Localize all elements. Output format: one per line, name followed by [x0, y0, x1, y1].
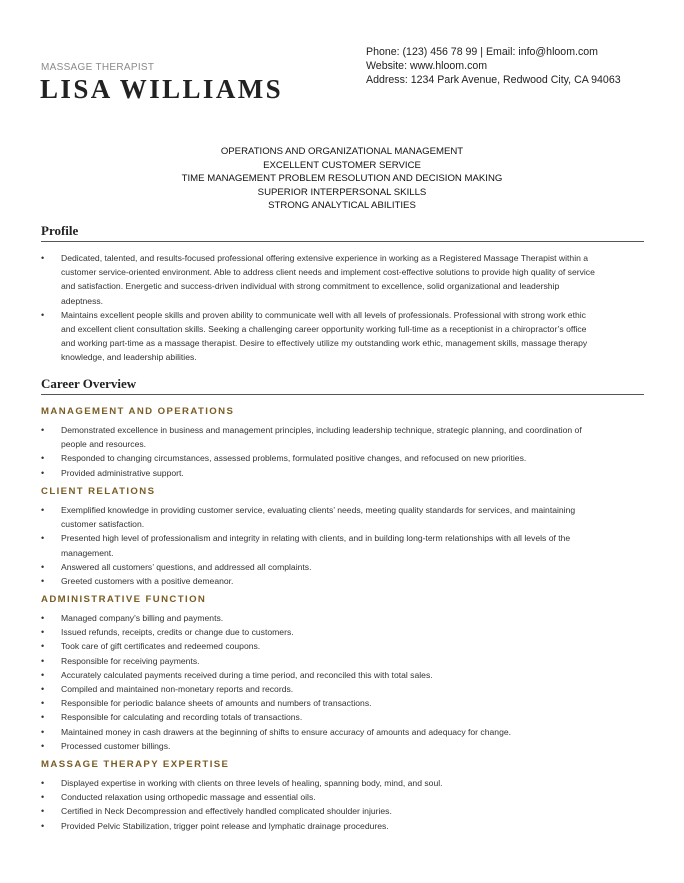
subsection-title: ADMINISTRATIVE FUNCTION [41, 594, 207, 605]
candidate-name: LISA WILLIAMS [40, 74, 284, 104]
contact-block [366, 45, 621, 87]
list-item: • Demonstrated excellence in business and management principles, including leadership technique, strategic planning, and coordination of people and resources. [41, 423, 601, 451]
skill-item: SUPERIOR INTERPERSONAL SKILLS [257, 186, 427, 198]
list-item: • Conducted relaxation using orthopedic massage and essential oils. [41, 790, 601, 804]
subsection-title: MASSAGE THERAPY EXPERTISE [41, 759, 230, 770]
list-item: • Displayed expertise in working with clients on three levels of healing, spanning body, mind, and soul. [41, 776, 601, 790]
list-item: • Maintains excellent people skills and proven ability to communicate well with all levels of professionals. Professional with strong work ethic and excellent client consultation skills. Seeking a challenging career opportunity working full-time as a receptionist in a chiropractor’s office and working part-time as a massage therapist. Desire to effectively utilize my outstanding work ethic, management skills, massage therapy knowledge, and leadership abilities. [41, 308, 601, 365]
career-group-list [41, 503, 601, 588]
list-item: • Issued refunds, receipts, credits or change due to customers. [41, 625, 601, 639]
key-skills [0, 145, 684, 213]
list-item: • Accurately calculated payments received during a time period, and reconciled this with total sales. [41, 668, 601, 682]
list-item: • Certified in Neck Decompression and effectively handled complicated shoulder injuries. [41, 804, 601, 818]
skill-item: OPERATIONS AND ORGANIZATIONAL MANAGEMENT [220, 146, 464, 157]
contact-phone-email: Phone: (123) 456 78 99 | Email: info@hloom.com [366, 46, 598, 58]
list-item: • Exemplified knowledge in providing customer service, evaluating clients’ needs, meeting quality standards for services, and maintaining customer satisfaction. [41, 503, 601, 531]
career-group-list [41, 611, 601, 753]
contact-address: Address: 1234 Park Avenue, Redwood City, CA 94063 [366, 74, 621, 86]
skill-item: STRONG ANALYTICAL ABILITIES [268, 200, 416, 212]
list-item: • Maintained money in cash drawers at the beginning of shifts to ensure accuracy of amounts and adequacy for change. [41, 725, 601, 739]
list-item: • Responsible for calculating and recording totals of transactions. [41, 710, 601, 724]
job-title: MASSAGE THERAPIST [41, 62, 155, 73]
list-item: • Responded to changing circumstances, assessed problems, formulated positive changes, and refocused on new priorities. [41, 451, 601, 465]
career-group-list [41, 423, 601, 480]
subsection-title: CLIENT RELATIONS [41, 486, 156, 497]
section-title-career: Career Overview [41, 376, 644, 395]
subsection-title: MANAGEMENT AND OPERATIONS [41, 406, 235, 417]
list-item: • Processed customer billings. [41, 739, 601, 753]
list-item: • Provided administrative support. [41, 466, 601, 480]
skill-item: EXCELLENT CUSTOMER SERVICE [263, 159, 421, 171]
list-item: • Answered all customers’ questions, and addressed all complaints. [41, 560, 601, 574]
list-item: • Dedicated, talented, and results-focused professional offering extensive experience in working as a Registered Massage Therapist within a customer service-oriented environment. Able to address client needs and implement cost-effective solutions to provide high quality of service and satisfaction. Energetic and success-driven individual with strong commitment to excellence, solid organizational and leadership adeptness. [41, 251, 601, 308]
list-item: • Managed company's billing and payments. [41, 611, 601, 625]
list-item: • Presented high level of professionalism and integrity in relating with clients, and in building long-term relationships with all levels of the management. [41, 531, 601, 559]
list-item: • Provided Pelvic Stabilization, trigger point release and lymphatic drainage procedures. [41, 819, 601, 833]
profile-list [41, 251, 601, 365]
contact-website: Website: www.hloom.com [366, 60, 488, 72]
career-group-list [41, 776, 601, 833]
list-item: • Responsible for periodic balance sheets of amounts and numbers of transactions. [41, 696, 601, 710]
list-item: • Responsible for receiving payments. [41, 654, 601, 668]
list-item: • Greeted customers with a positive demeanor. [41, 574, 601, 588]
list-item: • Compiled and maintained non-monetary reports and records. [41, 682, 601, 696]
skill-item: TIME MANAGEMENT PROBLEM RESOLUTION AND DECISION MAKING [181, 173, 503, 185]
list-item: • Took care of gift certificates and redeemed coupons. [41, 639, 601, 653]
section-title-profile: Profile [41, 223, 644, 242]
